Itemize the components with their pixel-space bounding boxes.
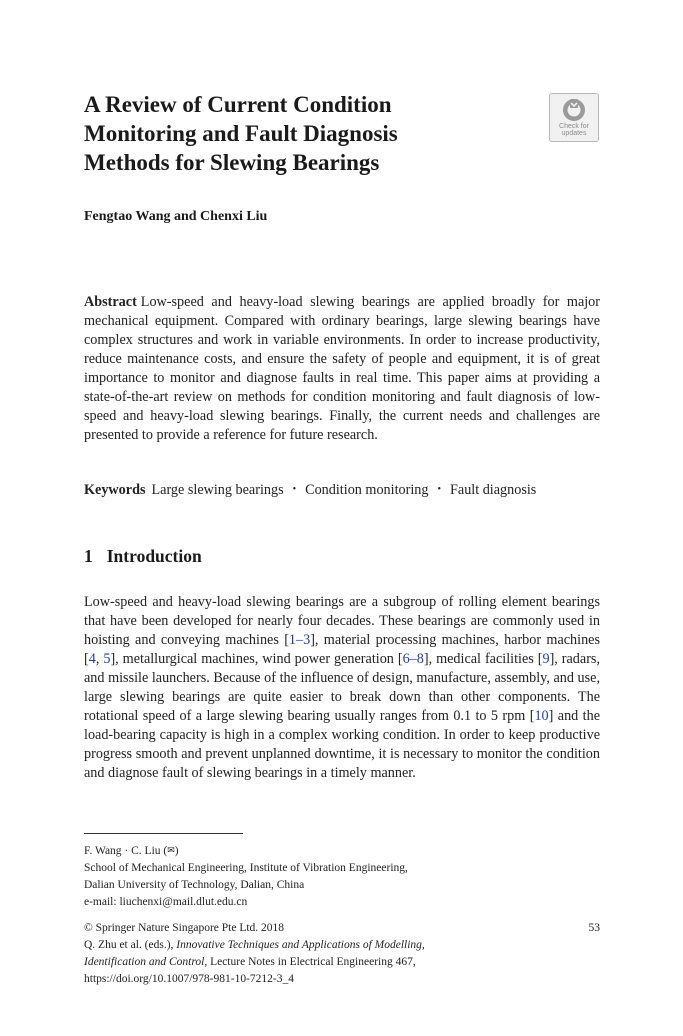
- abstract-text: Low-speed and heavy-load slewing bearings are applied broadly for major mechanical equipment. Compared with ordinary bearings, large slewing bearings have complex structures and work in variable environments. In order to increase productivity, reduce maintenance costs, and ensure the safety of people and equipment, it is of great importance to monitor and diagnose faults in real time. This paper aims at providing a state-of-the-art review on methods for condition monitoring and fault diagnosis of low-speed and heavy-load slewing bearings. Finally, the current needs and challenges are presented to provide a reference for future research.: [84, 294, 600, 443]
- title-line-3: Methods for Slewing Bearings: [84, 150, 380, 175]
- keyword-item: Condition monitoring: [305, 482, 429, 498]
- footnote-email[interactable]: e-mail: liuchenxi@mail.dlut.edu.cn: [84, 896, 248, 908]
- footnote-authors-text: F. Wang · C. Liu (: [84, 845, 168, 857]
- intro-text: ], radars, and missile launchers. Because of the influence of design, manufacture, assembly, and use, large slewing bearings are quite easier to break down than other components. The rotational speed of a large slewing bearing usually ranges from 0.1 to 5 rpm [: [84, 651, 600, 724]
- citation-link[interactable]: 5: [103, 651, 111, 667]
- abstract-block: [84, 293, 600, 445]
- citation-link[interactable]: 10: [534, 708, 549, 724]
- series-info: , Lecture Notes in Electrical Engineering 467,: [204, 956, 416, 968]
- footnote-authors: [84, 843, 600, 860]
- citation-link[interactable]: 6–8: [402, 651, 424, 667]
- book-title-part-1: Innovative Techniques and Applications of Modelling,: [176, 939, 425, 951]
- book-title-part-2: Identification and Control: [84, 956, 205, 968]
- keyword-separator: •: [437, 484, 441, 495]
- keyword-item: Fault diagnosis: [450, 482, 537, 498]
- badge-label-2: updates: [561, 130, 587, 137]
- footnote-authors-close: ): [174, 845, 179, 857]
- keywords-label: Keywords: [84, 482, 146, 498]
- copyright-line: © Springer Nature Singapore Pte Ltd. 2018: [84, 922, 285, 934]
- intro-text: ], medical facilities [: [423, 651, 543, 667]
- envelope-icon: ✉: [167, 845, 175, 855]
- check-for-updates-icon: [561, 97, 587, 123]
- page-number: 53: [588, 922, 600, 934]
- citation-link[interactable]: 4: [88, 651, 96, 667]
- paper-title: [84, 90, 504, 177]
- section-heading: [84, 546, 202, 567]
- intro-text: ], material processing machines, harbor machines [: [84, 632, 600, 667]
- keyword-separator: •: [292, 484, 297, 495]
- copyright-block: [84, 920, 600, 988]
- title-line-1: A Review of Current Condition: [84, 92, 392, 117]
- intro-text: ,: [95, 651, 104, 667]
- badge-label-1: Check for: [559, 123, 589, 130]
- check-for-updates-badge[interactable]: [549, 93, 599, 142]
- footnote-affiliation-1: School of Mechanical Engineering, Institute of Vibration Engineering,: [84, 862, 408, 874]
- keyword-item: Large slewing bearings: [151, 482, 284, 498]
- section-title: Introduction: [106, 546, 202, 566]
- author-footnote: [84, 843, 600, 911]
- section-number: 1: [84, 546, 93, 566]
- intro-text: ], metallurgical machines, wind power generation [: [110, 651, 403, 667]
- author-list: Fengtao Wang and Chenxi Liu: [84, 209, 268, 224]
- citation-link[interactable]: 9: [542, 651, 550, 667]
- keywords-block: [84, 481, 624, 501]
- title-line-2: Monitoring and Fault Diagnosis: [84, 121, 398, 146]
- citation-editors: Q. Zhu et al. (eds.),: [84, 939, 177, 951]
- citation-line-1: [84, 937, 600, 954]
- abstract-label: Abstract: [84, 294, 137, 310]
- doi-link[interactable]: https://doi.org/10.1007/978-981-10-7212-3_4: [84, 973, 294, 985]
- citation-link[interactable]: 1–3: [288, 632, 311, 648]
- intro-text: ] and the load-bearing capacity is high in a complex working condition. In order to keep productive progress smooth and prevent unplanned downtime, it is necessary to monitor the condition and diagnose fault of slewing bearings in a timely manner.: [84, 708, 601, 781]
- introduction-paragraph: [84, 593, 600, 783]
- footnote-affiliation-2: Dalian University of Technology, Dalian, China: [84, 879, 305, 891]
- intro-text: Low-speed and heavy-load slewing bearings are a subgroup of rolling element bearings that have been developed for nearly four decades. These bearings are commonly used in hoisting and conveying machines [: [84, 594, 600, 648]
- footnote-divider: [84, 833, 243, 834]
- citation-line-2: [84, 954, 600, 971]
